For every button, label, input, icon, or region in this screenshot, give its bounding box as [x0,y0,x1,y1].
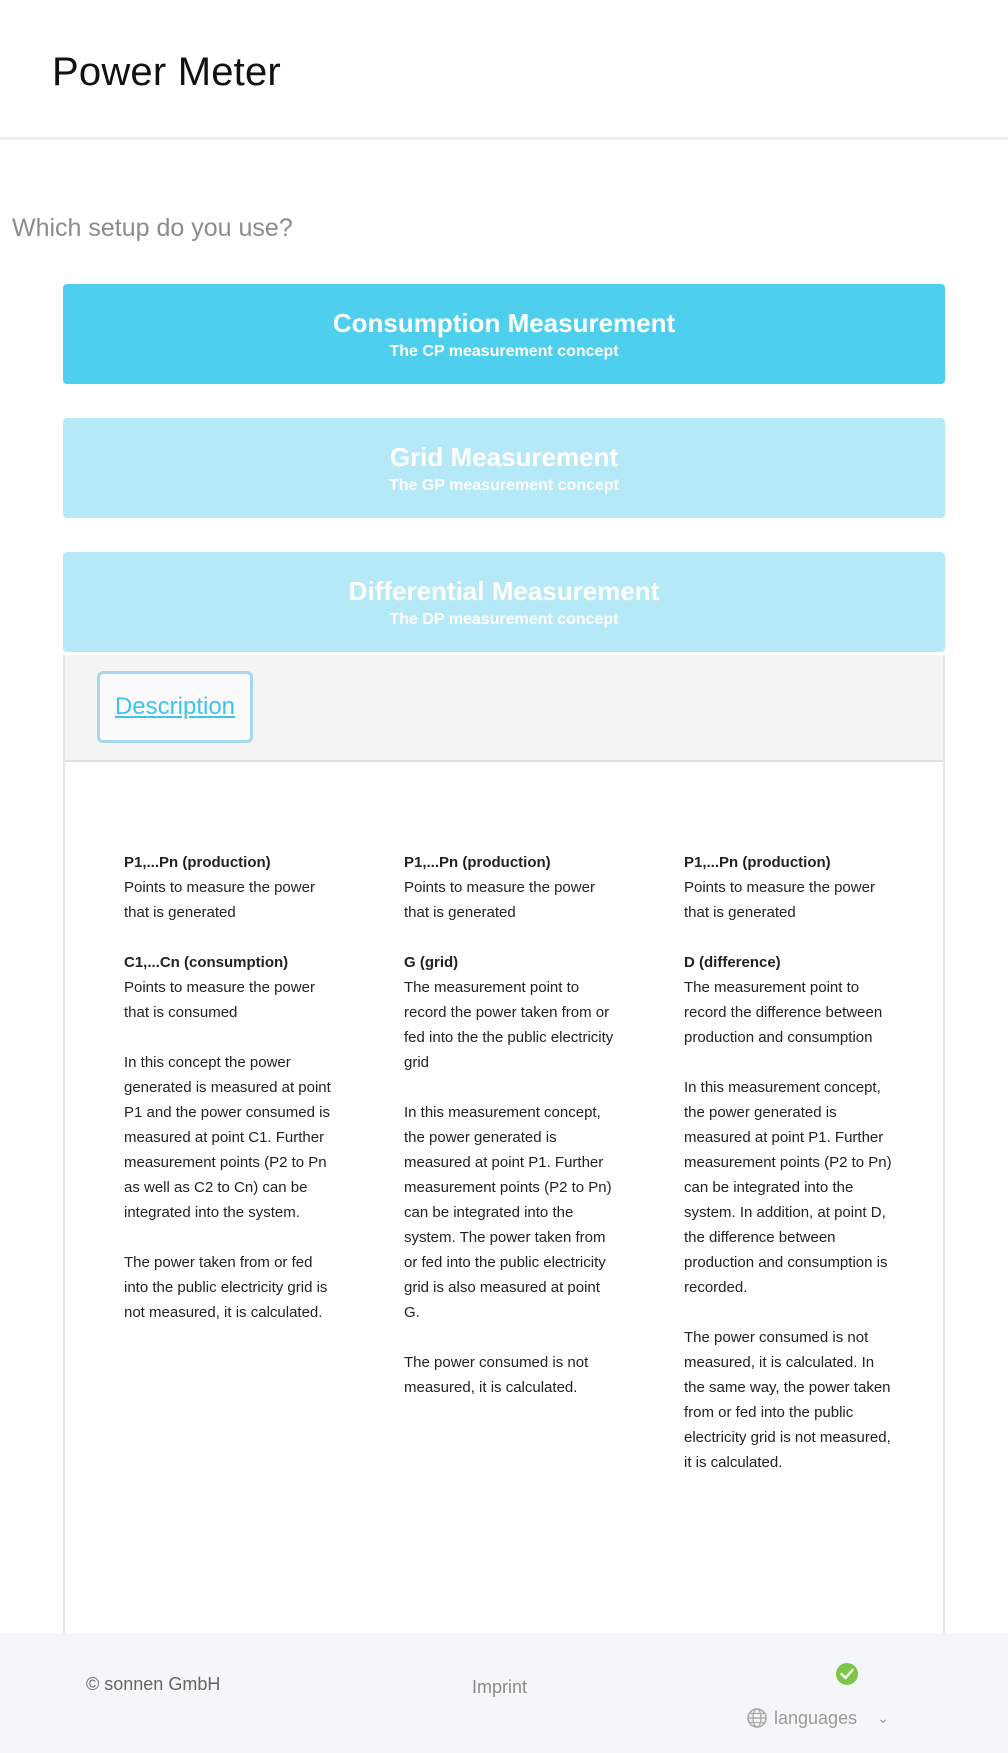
column-heading: G (grid) [404,954,459,971]
column-section [124,850,334,925]
column-paragraph: The power consumed is not measured, it is calculated. In the same way, the power taken from or fed into the public electricity grid is not measured, it is calculated. [684,1329,891,1471]
setup-question: Which setup do you use? [12,214,293,242]
setup-subtitle: The GP measurement concept [389,477,619,494]
setup-subtitle: The CP measurement concept [389,343,619,360]
column-text: The measurement point to record the power taken from or fed into the the public electricity grid [404,979,614,1071]
language-label: languages [774,1707,858,1728]
status-ok-icon [836,1663,858,1685]
grid-measurement-button[interactable] [63,418,945,518]
column-text: Points to measure the power that is consumed [124,979,315,1021]
page-title: Power Meter [52,50,281,94]
setup-subtitle: The DP measurement concept [389,611,619,628]
column-text: The measurement point to record the difference between production and consumption [684,979,883,1046]
column-heading: P1,...Pn (production) [124,854,271,871]
column-heading: C1,...Cn (consumption) [124,954,289,971]
column-section [684,850,894,925]
setup-title: Differential Measurement [348,576,660,606]
description-panel [63,655,945,1655]
chevron-down-icon: ⌄ [877,1709,889,1726]
column-section [404,850,614,925]
setup-title: Grid Measurement [389,442,619,472]
column-heading: P1,...Pn (production) [684,854,831,871]
column-heading: P1,...Pn (production) [404,854,551,871]
column-section [404,950,614,1075]
globe-icon [746,1707,768,1729]
tab-description[interactable]: Description [97,671,253,743]
tab-bar [65,655,943,762]
column-paragraph: In this concept the power generated is measured at point P1 and the power consumed is measured at point C1. Further measurement points (P2 to Pn as well as C2 to Cn) can be integrated into the system. [124,1054,331,1221]
setup-title: Consumption Measurement [332,308,676,338]
description-column-difference [684,850,894,1500]
copyright: © sonnen GmbH [86,1674,221,1694]
column-paragraph: In this measurement concept, the power generated is measured at point P1. Further measurement points (P2 to Pn) can be integrated into the system. In addition, at point D, the difference between production and consumption is recorded. [684,1079,892,1296]
footer [0,1633,1008,1753]
column-text: Points to measure the power that is generated [684,879,875,921]
column-text: Points to measure the power that is generated [404,879,595,921]
column-section [124,950,334,1025]
column-heading: D (difference) [684,954,781,971]
consumption-measurement-button[interactable] [63,284,945,384]
column-paragraph: The power taken from or fed into the public electricity grid is not measured, it is calculated. [124,1254,328,1321]
column-section [684,950,894,1050]
language-selector[interactable] [746,1707,889,1729]
differential-measurement-button[interactable] [63,552,945,652]
description-column-consumption [124,850,334,1350]
column-text: Points to measure the power that is generated [124,879,315,921]
header [0,0,1008,140]
imprint-link[interactable]: Imprint [472,1677,528,1697]
column-paragraph: In this measurement concept, the power generated is measured at point P1. Further measurement points (P2 to Pn) can be integrated into the system. The power taken from or fed into the public electricity grid is also measured at point G. [404,1104,612,1321]
column-paragraph: The power consumed is not measured, it is calculated. [404,1354,589,1396]
description-column-grid [404,850,614,1425]
